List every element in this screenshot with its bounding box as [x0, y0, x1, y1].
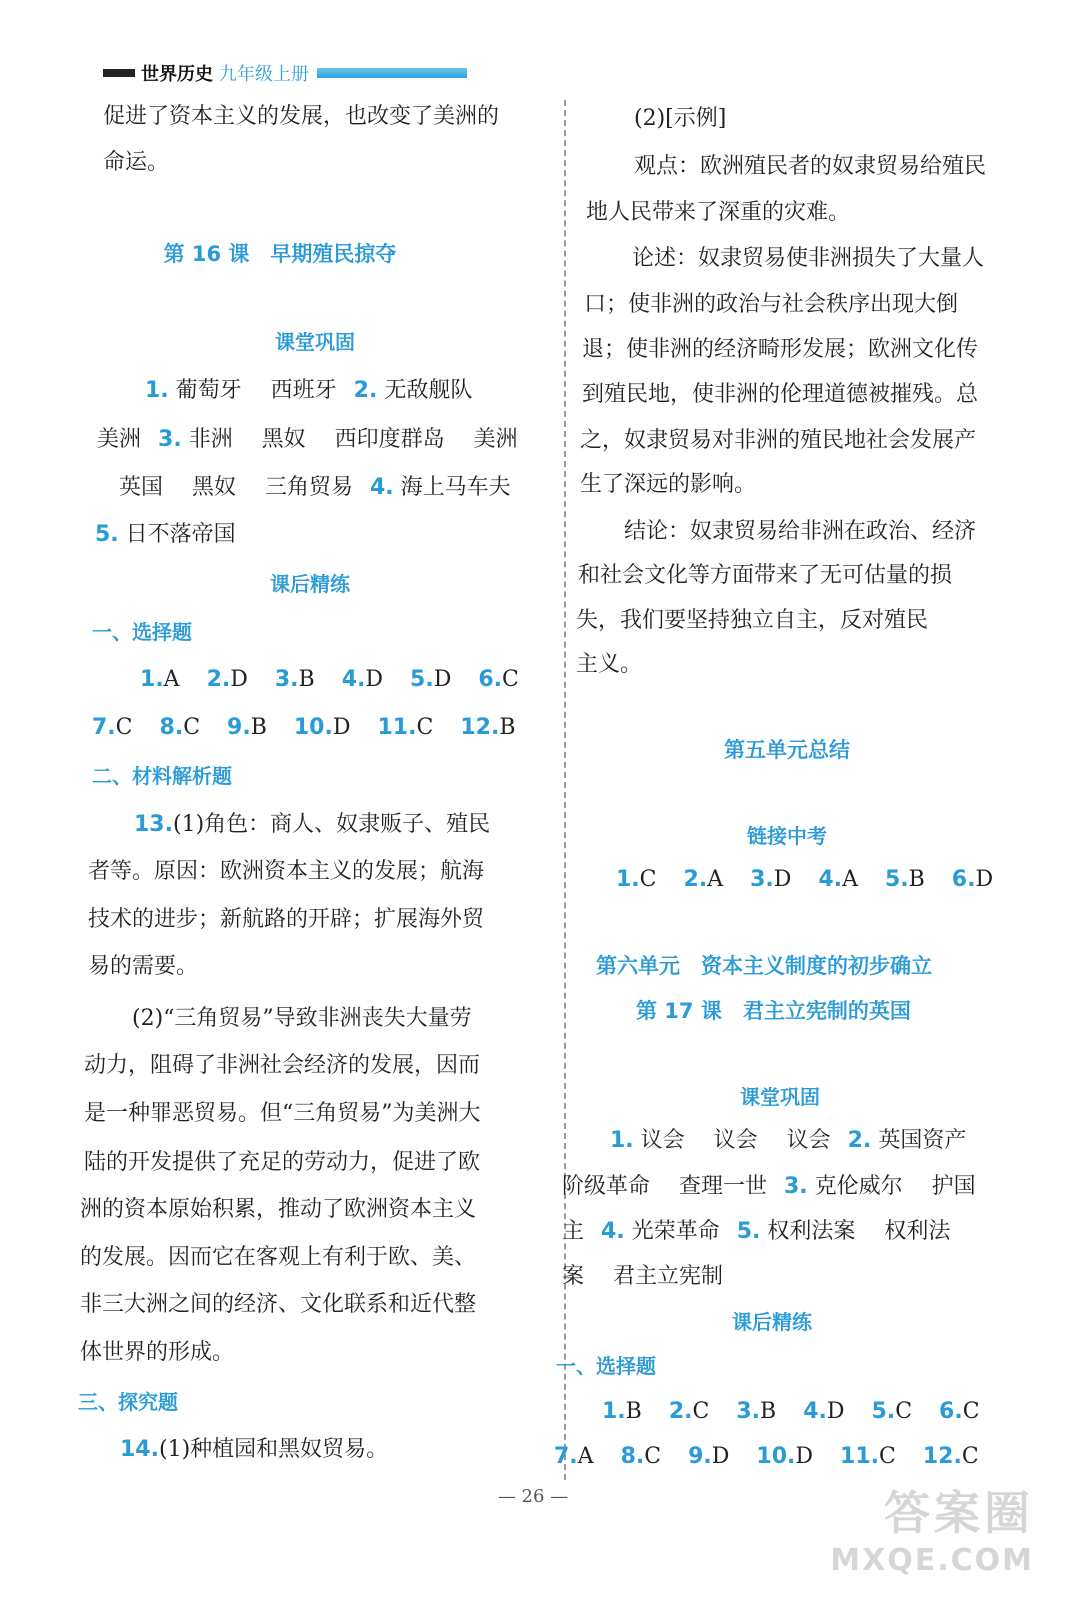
choice-num: 2. — [668, 1399, 693, 1424]
kt-line-2 — [97, 426, 518, 454]
q13-line — [134, 811, 490, 839]
kt-answer: 英国 黑奴 三角贸易 — [119, 475, 353, 500]
choice-answer: C — [692, 1399, 710, 1424]
section-choice-2: 一、选择题 — [556, 1354, 656, 1378]
q14-2-line: 论述：奴隶贸易使非洲损失了大量人 — [632, 246, 985, 271]
choice-answer: D — [773, 867, 792, 892]
q13-line: 是一种罪恶贸易。但“三角贸易”为美洲大 — [84, 1101, 481, 1126]
choice-answer: D — [365, 667, 384, 692]
q14-2-line: 到殖民地，使非洲的伦理道德被摧残。总 — [582, 382, 979, 407]
q13-line: (2)“三角贸易”导致非洲丧失大量劳 — [132, 1006, 472, 1031]
lesson16-title: 第 16 课 早期殖民掠夺 — [163, 242, 397, 266]
choice-num: 5. — [884, 867, 909, 892]
choice-answer: C — [895, 1399, 913, 1424]
q13-num: 13. — [134, 812, 173, 837]
choice-answer: B — [298, 667, 315, 692]
q14-2-line: 之，奴隶贸易对非洲的殖民地社会发展产 — [580, 428, 977, 453]
choice-answer: A — [842, 867, 858, 892]
choice-num: 11. — [840, 1444, 879, 1469]
kt-num: 4. — [370, 475, 394, 500]
choice-num: 9. — [227, 715, 251, 740]
choice-answer: C — [502, 667, 519, 692]
kt-answer: 美洲 — [97, 427, 142, 452]
kt-line-1 — [145, 377, 472, 405]
choice-answer: A — [707, 867, 724, 892]
choice-num: 11. — [377, 715, 417, 740]
choice-answer: D — [975, 867, 994, 892]
lianjie-row — [616, 866, 993, 894]
kt-num: 3. — [784, 1174, 808, 1199]
section-inquiry: 三、探究题 — [78, 1390, 178, 1414]
kehou-title-2: 课后精练 — [732, 1310, 812, 1334]
choice-answer: D — [332, 715, 351, 740]
q14-text: (1)种植园和黑奴贸易。 — [158, 1437, 389, 1462]
kt-num: 1. — [610, 1128, 634, 1153]
kt-answer: 无敌舰队 — [384, 378, 473, 403]
choice-num: 8. — [159, 715, 184, 740]
header-grade: 九年级上册 — [219, 64, 309, 85]
choice-num: 3. — [274, 667, 299, 692]
q13-line: 易的需要。 — [88, 954, 199, 979]
kt-num: 2. — [847, 1128, 872, 1153]
lesson17-title: 第 17 课 君主立宪制的英国 — [636, 999, 911, 1023]
choice-num: 3. — [750, 867, 774, 892]
unit6-title: 第六单元 资本主义制度的初步确立 — [596, 954, 932, 978]
choice-answer: C — [644, 1444, 662, 1469]
section-choice: 一、选择题 — [92, 620, 192, 644]
intro-line: 促进了资本主义的发展，也改变了美洲的 — [103, 104, 500, 129]
kt-answer: 议会 议会 议会 — [640, 1128, 831, 1153]
q14-2-line: 地人民带来了深重的灾难。 — [586, 200, 851, 225]
choice-answer: A — [577, 1444, 594, 1469]
q14-2-line: 主义。 — [576, 652, 643, 677]
kt-num: 2. — [353, 378, 378, 403]
choice-num: 12. — [460, 715, 500, 740]
choice-answer: B — [250, 715, 267, 740]
choice-num: 10. — [756, 1444, 796, 1469]
kt-num: 4. — [601, 1219, 625, 1244]
choice-answer: B — [499, 715, 516, 740]
kt-answer: 权利法案 权利法 — [767, 1219, 951, 1244]
choice-answer: C — [639, 867, 657, 892]
choice-num: 5. — [410, 667, 434, 692]
choice-num: 1. — [616, 867, 640, 892]
choice-answer: A — [163, 667, 180, 692]
header-bar-right — [317, 68, 467, 78]
ketang-title: 课堂巩固 — [275, 330, 355, 354]
kt-answer: 日不落帝国 — [125, 522, 236, 547]
lianjie-title: 链接中考 — [747, 824, 827, 848]
choice-answer: B — [908, 867, 925, 892]
kt2-line-4: 案 君主立宪制 — [562, 1264, 723, 1289]
q13-text: (1)角色：商人、奴隶贩子、殖民 — [172, 812, 491, 837]
q14-line — [120, 1436, 388, 1464]
choice-answer: C — [183, 715, 201, 740]
q14-num: 14. — [120, 1437, 159, 1462]
kt-num: 5. — [95, 522, 119, 547]
kt-num: 5. — [736, 1219, 761, 1244]
header-subject: 世界历史 — [141, 64, 213, 85]
kt2-line-2 — [562, 1173, 976, 1201]
choice-num: 10. — [293, 715, 333, 740]
kt2-line-3 — [562, 1218, 950, 1246]
kt-answer: 英国资产 — [878, 1128, 967, 1153]
choice-answer: B — [625, 1399, 642, 1424]
choice-answer: D — [826, 1399, 845, 1424]
choice-num: 7. — [92, 715, 116, 740]
choice-num: 1. — [602, 1399, 626, 1424]
q13-line: 洲的资本原始积累，推动了欧洲资本主义 — [80, 1197, 477, 1222]
kt2-line-1 — [610, 1127, 966, 1155]
unit5-title: 第五单元总结 — [724, 738, 850, 762]
page-number: — 26 — — [497, 1486, 569, 1507]
choice-answer: C — [416, 715, 434, 740]
choices-row — [92, 714, 515, 742]
kt-answer: 克伦威尔 护国 — [814, 1174, 976, 1199]
choices-row — [140, 666, 519, 694]
q14-2-line: 观点：欧洲殖民者的奴隶贸易给殖民 — [634, 154, 987, 179]
q13-line: 技术的进步；新航路的开辟；扩展海外贸 — [88, 907, 485, 932]
intro-line: 命运。 — [103, 150, 170, 175]
q14-2-line: 结论：奴隶贸易给非洲在政治、经济 — [624, 519, 977, 544]
kt-num: 1. — [145, 378, 169, 403]
q14-2-line: (2)[示例] — [634, 106, 727, 131]
kehou-title: 课后精练 — [270, 572, 350, 596]
q14-2-line: 生了深远的影响。 — [580, 472, 757, 497]
q14-2-line: 口；使非洲的政治与社会秩序出现大倒 — [584, 292, 959, 317]
choice-num: 1. — [140, 667, 164, 692]
running-header — [103, 60, 467, 86]
choice-num: 4. — [803, 1399, 827, 1424]
header-bar-left — [103, 69, 135, 77]
q14-2-line: 和社会文化等方面带来了无可估量的损 — [578, 563, 953, 588]
choice-answer: C — [115, 715, 133, 740]
q14-2-line: 退；使非洲的经济畸形发展；欧洲文化传 — [582, 337, 979, 362]
choice-answer: C — [962, 1399, 980, 1424]
q14-2-line: 失，我们要坚持独立自主，反对殖民 — [576, 608, 929, 633]
q13-line: 者等。原因：欧洲资本主义的发展；航海 — [88, 859, 485, 884]
section-material: 二、材料解析题 — [92, 764, 232, 788]
watermark-url: MXQE.COM — [830, 1543, 1034, 1578]
q13-line: 动力，阻碍了非洲社会经济的发展，因而 — [84, 1053, 481, 1078]
q13-line: 的发展。因而它在客观上有利于欧、美、 — [80, 1245, 477, 1270]
kt-num: 3. — [158, 427, 182, 452]
kt-line-4 — [95, 521, 236, 549]
ketang-title-2: 课堂巩固 — [740, 1085, 820, 1109]
choice-num: 4. — [341, 667, 366, 692]
choice-num: 12. — [922, 1444, 962, 1469]
choices-row-2 — [602, 1398, 980, 1426]
q13-line: 陆的开发提供了充足的劳动力，促进了欧 — [84, 1150, 481, 1175]
choices-row-2 — [554, 1443, 979, 1471]
choice-answer: D — [433, 667, 452, 692]
choice-num: 8. — [620, 1444, 645, 1469]
q13-line: 体世界的形成。 — [80, 1340, 235, 1365]
kt-answer: 葡萄牙 西班牙 — [175, 378, 337, 403]
choice-answer: C — [961, 1444, 979, 1469]
choice-answer: C — [879, 1444, 896, 1469]
kt-answer: 阶级革命 查理一世 — [562, 1174, 767, 1199]
choice-answer: D — [795, 1444, 814, 1469]
kt-answer: 光荣革命 — [631, 1219, 720, 1244]
choice-num: 2. — [683, 867, 708, 892]
choice-num: 7. — [554, 1444, 578, 1469]
choice-answer: D — [711, 1444, 730, 1469]
kt-answer: 主 — [562, 1219, 585, 1244]
choice-num: 6. — [951, 867, 976, 892]
watermark-logo — [830, 1477, 1034, 1578]
choice-num: 2. — [206, 667, 231, 692]
choice-answer: D — [230, 667, 248, 692]
kt-line-3 — [119, 474, 511, 502]
watermark-text: 答案圈 — [884, 1486, 1034, 1540]
choice-num: 9. — [688, 1444, 712, 1469]
choice-num: 6. — [478, 667, 503, 692]
kt-answer: 海上马车夫 — [400, 475, 511, 500]
choice-num: 4. — [818, 867, 843, 892]
choice-answer: B — [760, 1399, 777, 1424]
kt-answer: 非洲 黑奴 西印度群岛 美洲 — [188, 427, 518, 452]
q13-line: 非三大洲之间的经济、文化联系和近代整 — [80, 1292, 477, 1317]
choice-num: 3. — [736, 1399, 761, 1424]
choice-num: 5. — [871, 1399, 896, 1424]
choice-num: 6. — [939, 1399, 963, 1424]
